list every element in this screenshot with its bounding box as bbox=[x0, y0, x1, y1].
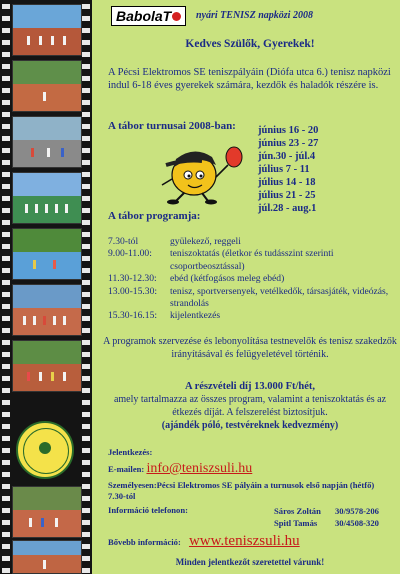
program-time: 7.30-tól bbox=[108, 236, 139, 247]
photo-frame bbox=[12, 60, 82, 112]
program-desc: ebéd (kétfogásos meleg ebéd) bbox=[170, 273, 285, 285]
in-person-text: Személyesen:Pécsi Elektromos SE pályáin a turnusok első napján (hétfő) 7.30-tól bbox=[108, 480, 375, 501]
contact-person-1: Sáros Zoltán bbox=[274, 506, 321, 516]
contact-phone-2: 30/4508-320 bbox=[335, 518, 379, 528]
program-row bbox=[108, 286, 398, 311]
program-row bbox=[108, 248, 398, 273]
program-time: 15.30-16.15: bbox=[108, 310, 158, 322]
program-row bbox=[108, 273, 398, 285]
photo-frame bbox=[12, 228, 82, 280]
photo-frame bbox=[12, 116, 82, 168]
film-perforation-right bbox=[82, 0, 90, 574]
turn-dates-list bbox=[258, 124, 318, 215]
turn-date: júl.28 - aug.1 bbox=[258, 203, 317, 214]
program-time: 11.30-12.30: bbox=[108, 273, 157, 285]
program-row bbox=[108, 310, 398, 322]
club-seal-logo bbox=[16, 421, 74, 479]
email-row bbox=[108, 461, 252, 477]
turn-date: július 14 - 18 bbox=[258, 177, 316, 188]
photo-frame bbox=[12, 340, 82, 392]
turn-date: július 21 - 25 bbox=[258, 190, 316, 201]
more-info-row bbox=[108, 533, 300, 550]
intro-text: A Pécsi Elektromos SE teniszpályáin (Diófa utca 6.) tenisz napközi indul 6-18 éves gyerekek számára, kezdők és haladók részére is. bbox=[108, 67, 391, 91]
turn-date: június 16 - 20 bbox=[258, 125, 319, 136]
turn-date: július 7 - 11 bbox=[258, 164, 310, 175]
program-desc: kijelentkezés bbox=[170, 310, 221, 322]
brand-text: BabolaT bbox=[116, 8, 172, 24]
program-desc: teniszoktatás (életkor és tudásszint szerinti csoportbeosztással) bbox=[170, 248, 334, 272]
greeting: Kedves Szülők, Gyerekek! bbox=[185, 38, 315, 50]
program-table bbox=[108, 236, 398, 323]
website-link[interactable]: www.teniszsuli.hu bbox=[188, 533, 300, 549]
program-title: A tábor programja: bbox=[108, 210, 201, 222]
headline: nyári TENISZ napközi 2008 bbox=[196, 10, 313, 21]
phone-label: Információ telefonon: bbox=[108, 505, 188, 515]
footer-text: Minden jelentkezőt szeretettel várunk! bbox=[175, 557, 325, 567]
contact-person-2: Spitl Tamás bbox=[274, 518, 318, 528]
photo-frame bbox=[12, 172, 82, 224]
contact-phone-1: 30/9578-206 bbox=[335, 506, 379, 516]
program-row bbox=[108, 236, 398, 248]
tennis-ball-icon bbox=[172, 12, 181, 21]
tennis-ball-mascot-icon bbox=[146, 135, 246, 205]
photo-frame bbox=[12, 4, 82, 56]
fee-details: amely tartalmazza az összes program, valamint a teniszoktatás és az étkezés díját. A felszerelést biztosítjuk. bbox=[113, 394, 387, 418]
film-perforation-left bbox=[2, 0, 10, 574]
film-strip bbox=[0, 0, 92, 574]
program-time: 9.00-11.00: bbox=[108, 248, 152, 260]
contact-title: Jelentkezés: bbox=[108, 447, 153, 457]
turn-date: jún.30 - júl.4 bbox=[258, 151, 316, 162]
email-link[interactable]: info@teniszsuli.hu bbox=[146, 461, 253, 476]
photo-frame bbox=[12, 284, 82, 336]
turn-date: június 23 - 27 bbox=[258, 138, 319, 149]
program-desc: gyülekező, reggeli bbox=[170, 236, 241, 247]
fee-gift: (ajándék póló, testvéreknek kedvezmény) bbox=[161, 420, 339, 431]
turns-title: A tábor turnusai 2008-ban: bbox=[108, 120, 236, 132]
program-time: 13.00-15.30: bbox=[108, 285, 158, 297]
photo-frame bbox=[12, 486, 82, 538]
organize-text: A programok szervezése és lebonyolítása testnevelők és tenisz szakedzők irányításával és felügyeletével történik. bbox=[103, 336, 397, 360]
more-info-label: Bővebb információ: bbox=[108, 537, 181, 547]
babolat-logo bbox=[111, 6, 186, 26]
program-desc: tenisz, sportversenyek, vetélkedők, társasjáték, videózás, strandolás bbox=[170, 285, 389, 310]
fee-line: A részvételi díj 13.000 Ft/hét, bbox=[184, 381, 316, 392]
email-label: E-mailen: bbox=[108, 464, 145, 474]
photo-frame bbox=[12, 540, 82, 574]
